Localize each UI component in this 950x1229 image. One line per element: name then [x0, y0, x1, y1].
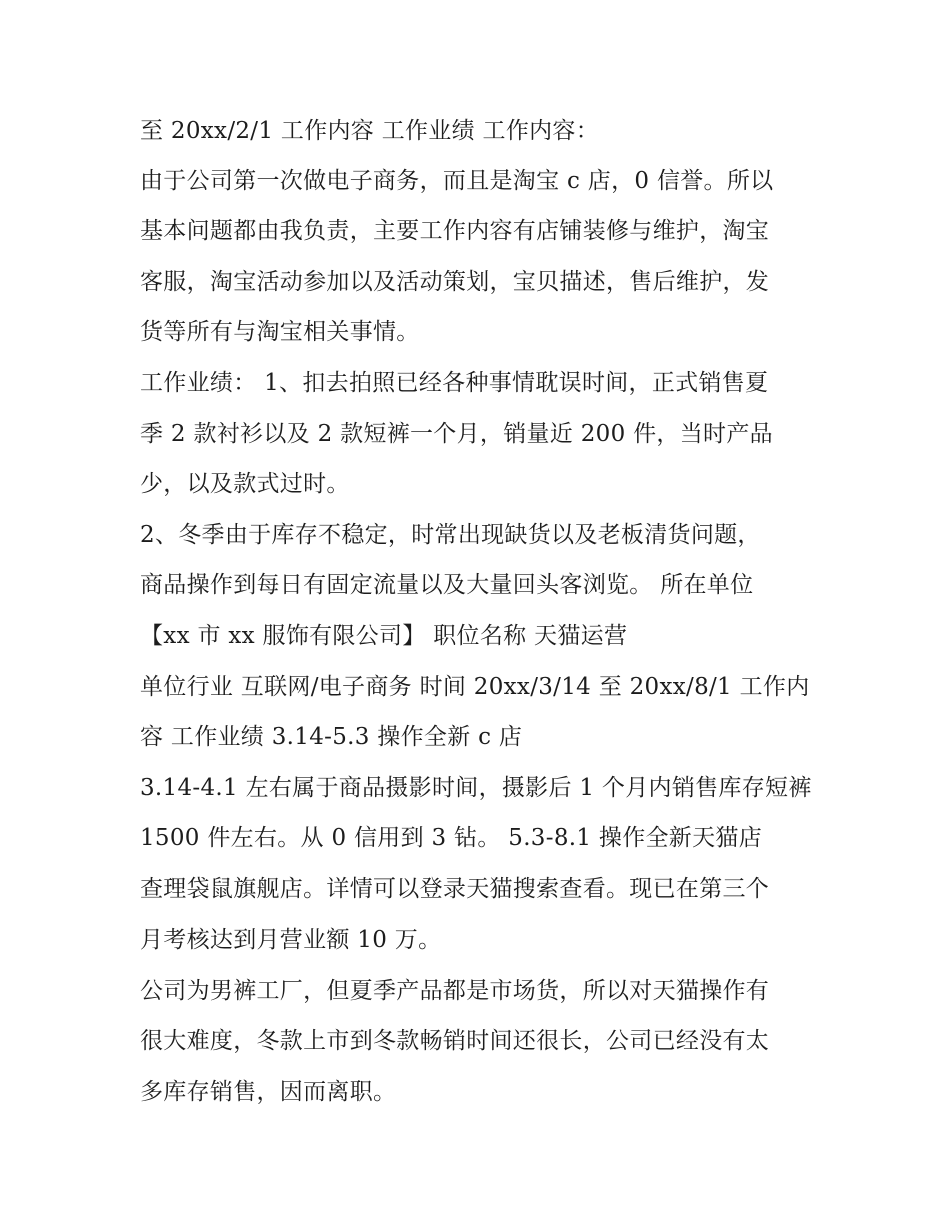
text-line: 季 2 款衬衫以及 2 款短裤一个月，销量近 200 件，当时产品 [140, 421, 773, 447]
text-line: 2、冬季由于库存不稳定，时常出现缺货以及老板清货问题， [140, 522, 761, 548]
text-line: 工作业绩： 1、扣去拍照已经各种事情耽误时间，正式销售夏 [140, 370, 769, 396]
text-line: 1500 件左右。从 0 信用到 3 钻。 5.3-8.1 操作全新天猫店 [140, 825, 763, 851]
text-line: 容 工作业绩 3.14-5.3 操作全新 c 店 [140, 724, 523, 750]
text-line: 单位行业 互联网/电子商务 时间 20xx/3/14 至 20xx/8/1 工作内 [140, 674, 810, 700]
text-line: 客服，淘宝活动参加以及活动策划，宝贝描述，售后维护，发 [140, 269, 770, 295]
text-line: 3.14-4.1 左右属于商品摄影时间，摄影后 1 个月内销售库存短裤 [140, 775, 812, 801]
text-line: 【xx 市 xx 服饰有限公司】 职位名称 天猫运营 [140, 623, 628, 649]
text-line: 货等所有与淘宝相关事情。 [140, 319, 420, 345]
text-line: 多库存销售，因而离职。 [140, 1079, 397, 1105]
text-line: 少，以及款式过时。 [140, 471, 350, 497]
text-line: 由于公司第一次做电子商务，而且是淘宝 c 店，0 信誉。所以 [140, 168, 774, 194]
text-line: 月考核达到月营业额 10 万。 [140, 927, 442, 953]
text-line: 很大难度，冬款上市到冬款畅销时间还很长，公司已经没有太 [140, 1028, 770, 1054]
text-line: 公司为男裤工厂，但夏季产品都是市场货，所以对天猫操作有 [140, 978, 770, 1004]
text-line: 至 20xx/2/1 工作内容 工作业绩 工作内容： [140, 118, 600, 144]
text-line: 查理袋鼠旗舰店。详情可以登录天猫搜索查看。现已在第三个 [140, 876, 770, 902]
text-line: 基本问题都由我负责，主要工作内容有店铺装修与维护，淘宝 [140, 218, 770, 244]
text-line: 商品操作到每日有固定流量以及大量回头客浏览。 所在单位 [140, 572, 754, 598]
